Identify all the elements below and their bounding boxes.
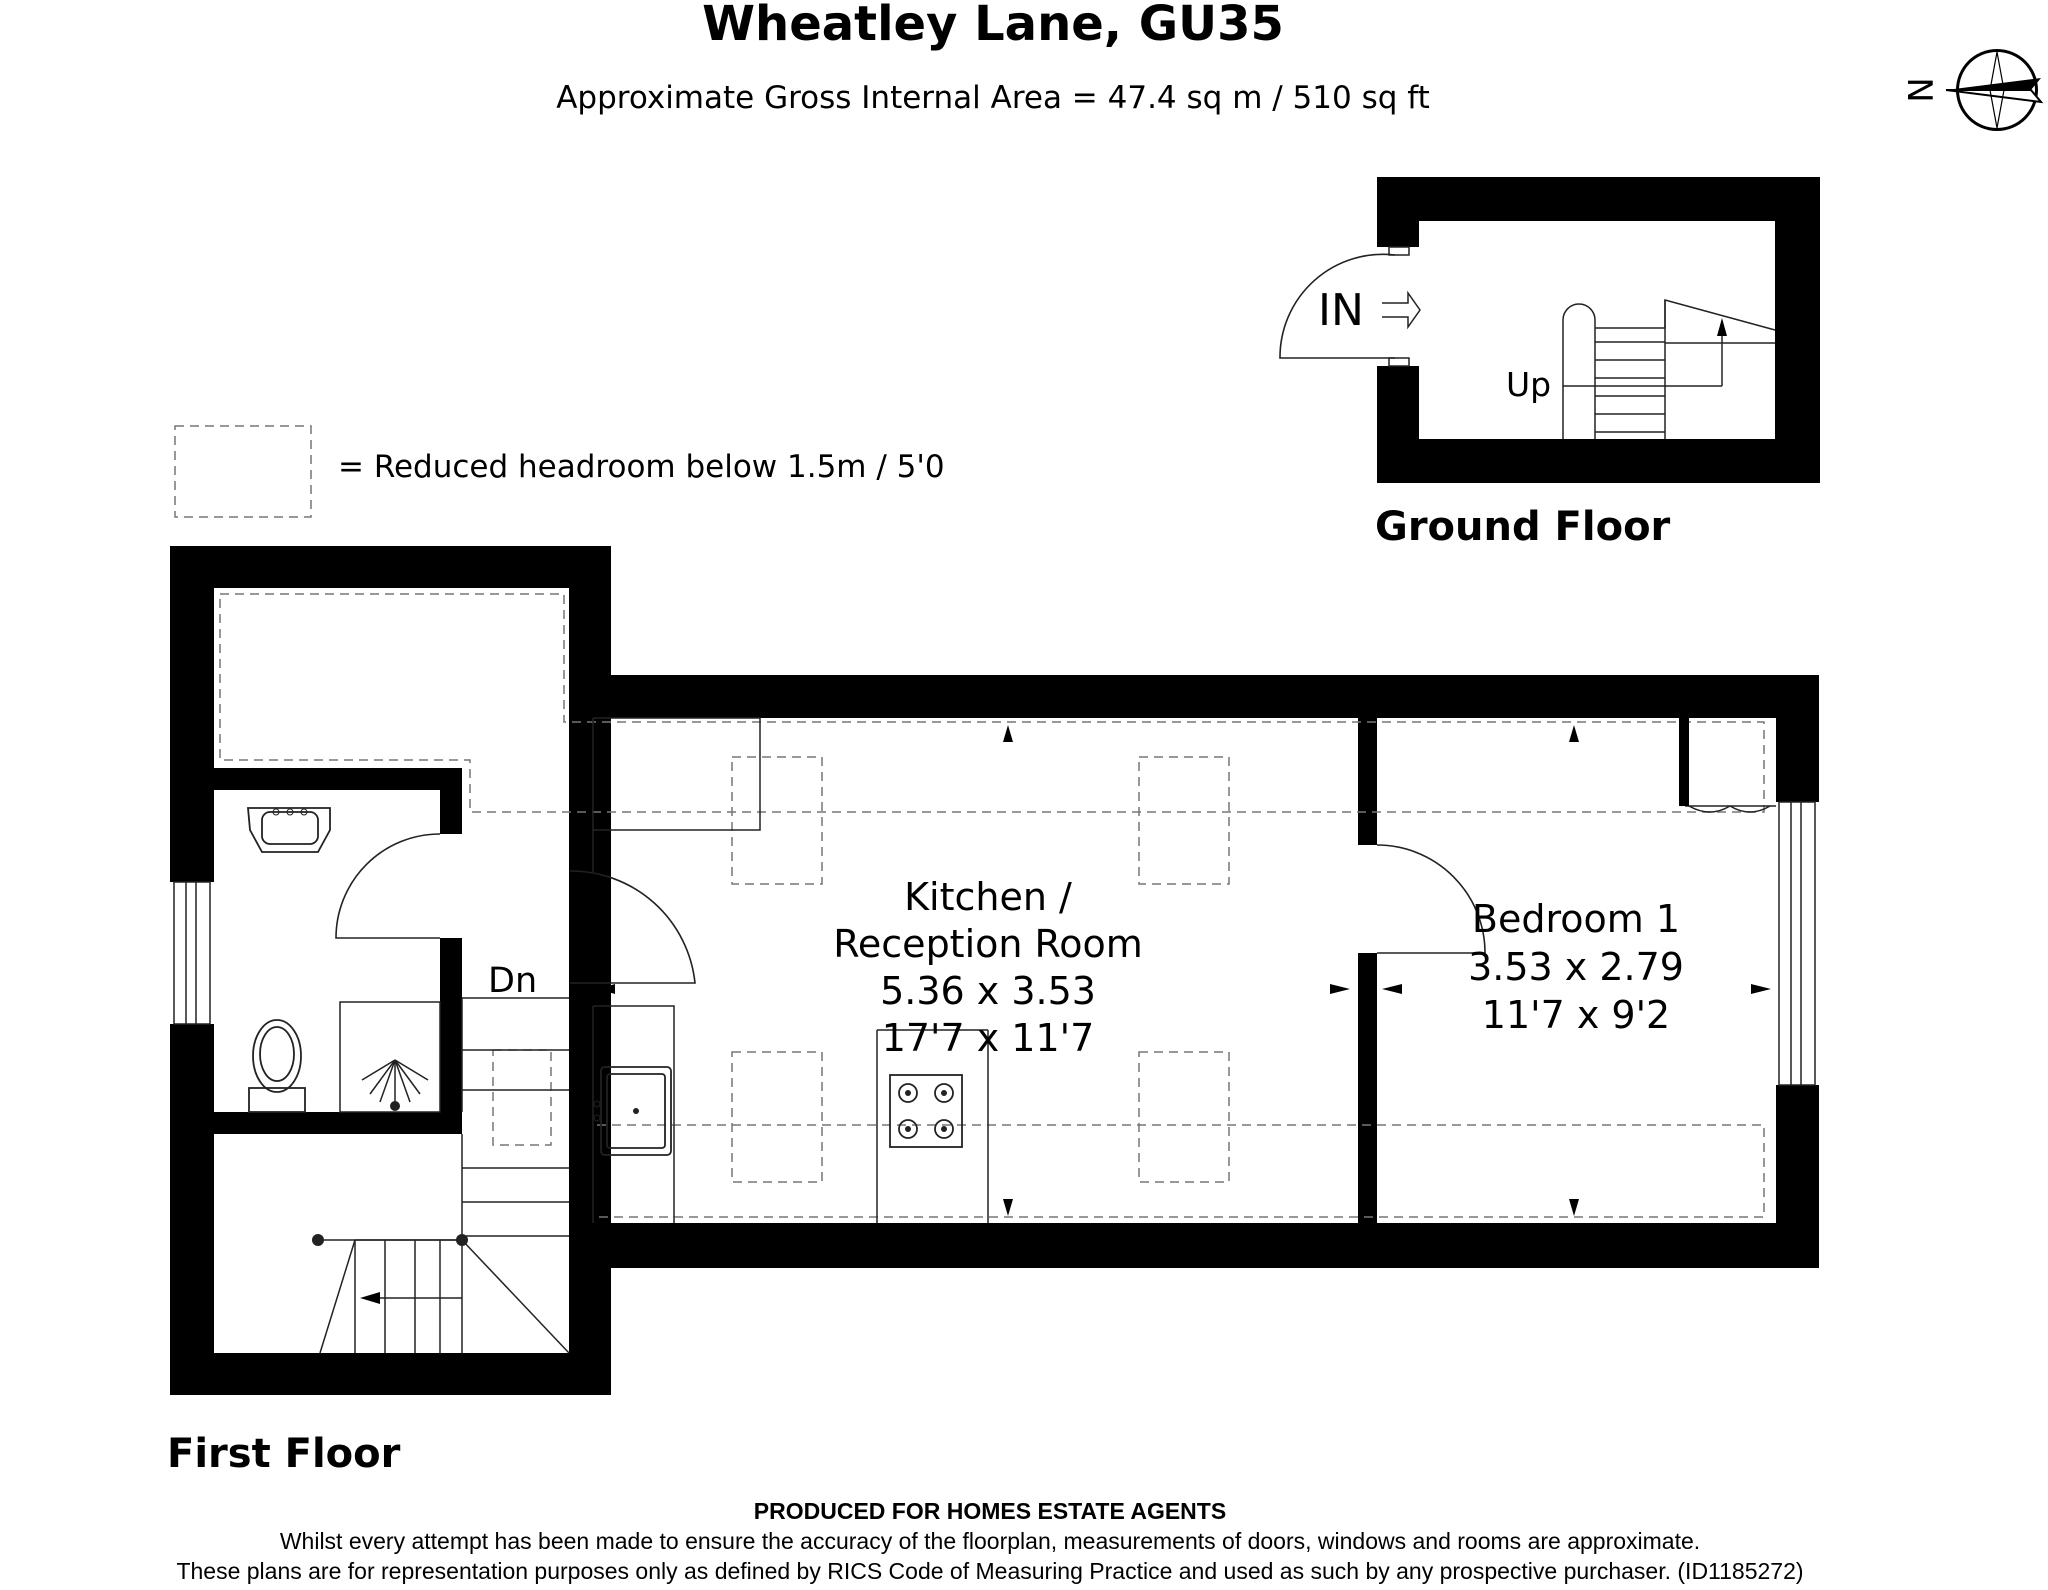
shower-icon — [340, 1002, 440, 1112]
entrance-arrow-icon — [1382, 293, 1420, 327]
footer-producer: PRODUCED FOR HOMES ESTATE AGENTS — [753, 1498, 1227, 1524]
toilet-icon — [249, 1020, 305, 1112]
footer-disclaimer-1: Whilst every attempt has been made to ensure the accuracy of the floorplan, measurements of doors, windows and rooms are approximate. — [279, 1528, 1701, 1554]
kitchen-name-line2: Reception Room — [833, 922, 1143, 966]
bedroom-metric: 3.53 x 2.79 — [1468, 945, 1684, 989]
plan-title: Wheatley Lane, GU35 — [702, 0, 1284, 52]
ground-floor-label: Ground Floor — [1375, 504, 1671, 550]
ground-stairs — [1563, 300, 1775, 439]
north-arrow-icon — [1946, 49, 2041, 131]
north-label: N — [1899, 77, 1939, 103]
footer-disclaimer-2: These plans are for representation purposes only as defined by RICS Code of Measuring Practice and used as such by any prospective purchaser. (ID1185272) — [176, 1558, 1804, 1584]
dashed-box-icon — [175, 426, 311, 517]
legend-text: = Reduced headroom below 1.5m / 5'0 — [338, 449, 945, 485]
basin-icon — [248, 808, 330, 852]
first-floor-label: First Floor — [167, 1431, 401, 1477]
bedroom-imperial: 11'7 x 9'2 — [1481, 993, 1671, 1037]
bedroom-name: Bedroom 1 — [1471, 897, 1681, 941]
ground-entrance-label: IN — [1318, 285, 1364, 336]
kitchen-metric: 5.36 x 3.53 — [880, 969, 1096, 1013]
hob-icon — [890, 1075, 962, 1147]
kitchen-imperial: 17'7 x 11'7 — [881, 1016, 1095, 1060]
first-floor-stairs-label: Dn — [488, 961, 538, 1001]
kitchen-name-line1: Kitchen / — [904, 875, 1072, 919]
area-subtitle: Approximate Gross Internal Area = 47.4 sq m / 510 sq ft — [556, 80, 1430, 116]
ground-stairs-label: Up — [1506, 365, 1552, 404]
